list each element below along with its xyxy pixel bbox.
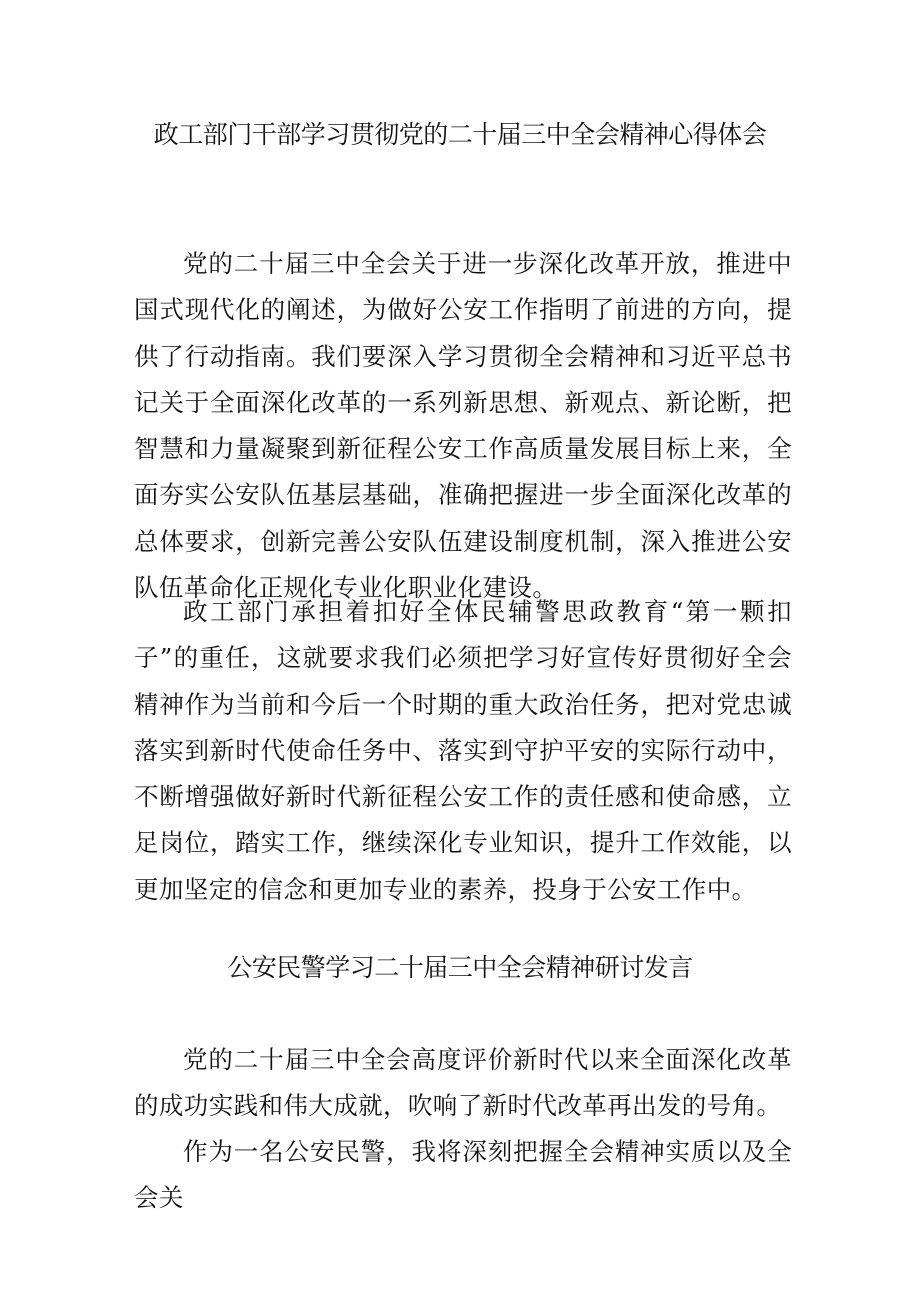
article-title: 公安民警学习二十届三中全会精神研讨发言 bbox=[227, 953, 693, 982]
body-paragraph: 党的二十届三中全会高度评价新时代以来全面深化改革的成功实践和伟大成就，吹响了新时代改革再出发的号角。 bbox=[134, 1045, 792, 1121]
article-title: 政工部门干部学习贯彻党的二十届三中全会精神心得体会 bbox=[153, 120, 767, 149]
body-paragraph: 党的二十届三中全会关于进一步深化改革开放，推进中国式现代化的阐述，为做好公安工作指明了前进的方向，提供了行动指南。我们要深入学习贯彻全会精神和习近平总书记关于全面深化改革的一系列新思想、新观点、新论断，把智慧和力量凝聚到新征程公安工作高质量发展目标上来，全面夯实公安队伍基层基础，准确把握进一步全面深化改革的总体要求，创新完善公安队伍建设制度机制，深入推进公安队伍革命化正规化专业化职业化建设。 bbox=[134, 249, 792, 603]
body-paragraph: 政工部门承担着扣好全体民辅警思政教育“第一颗扣子”的重任，这就要求我们必须把学习好宣传好贯彻好全会精神作为当前和今后一个时期的重大政治任务，把对党忠诚落实到新时代使命任务中、落实到守护平安的实际行动中，不断增强做好新时代新征程公安工作的责任感和使命感，立足岗位，踏实工作，继续深化专业知识，提升工作效能，以更加坚定的信念和更加专业的素养，投身于公安工作中。 bbox=[134, 597, 792, 904]
body-paragraph: 作为一名公安民警，我将深刻把握全会精神实质以及全会关 bbox=[134, 1137, 792, 1213]
